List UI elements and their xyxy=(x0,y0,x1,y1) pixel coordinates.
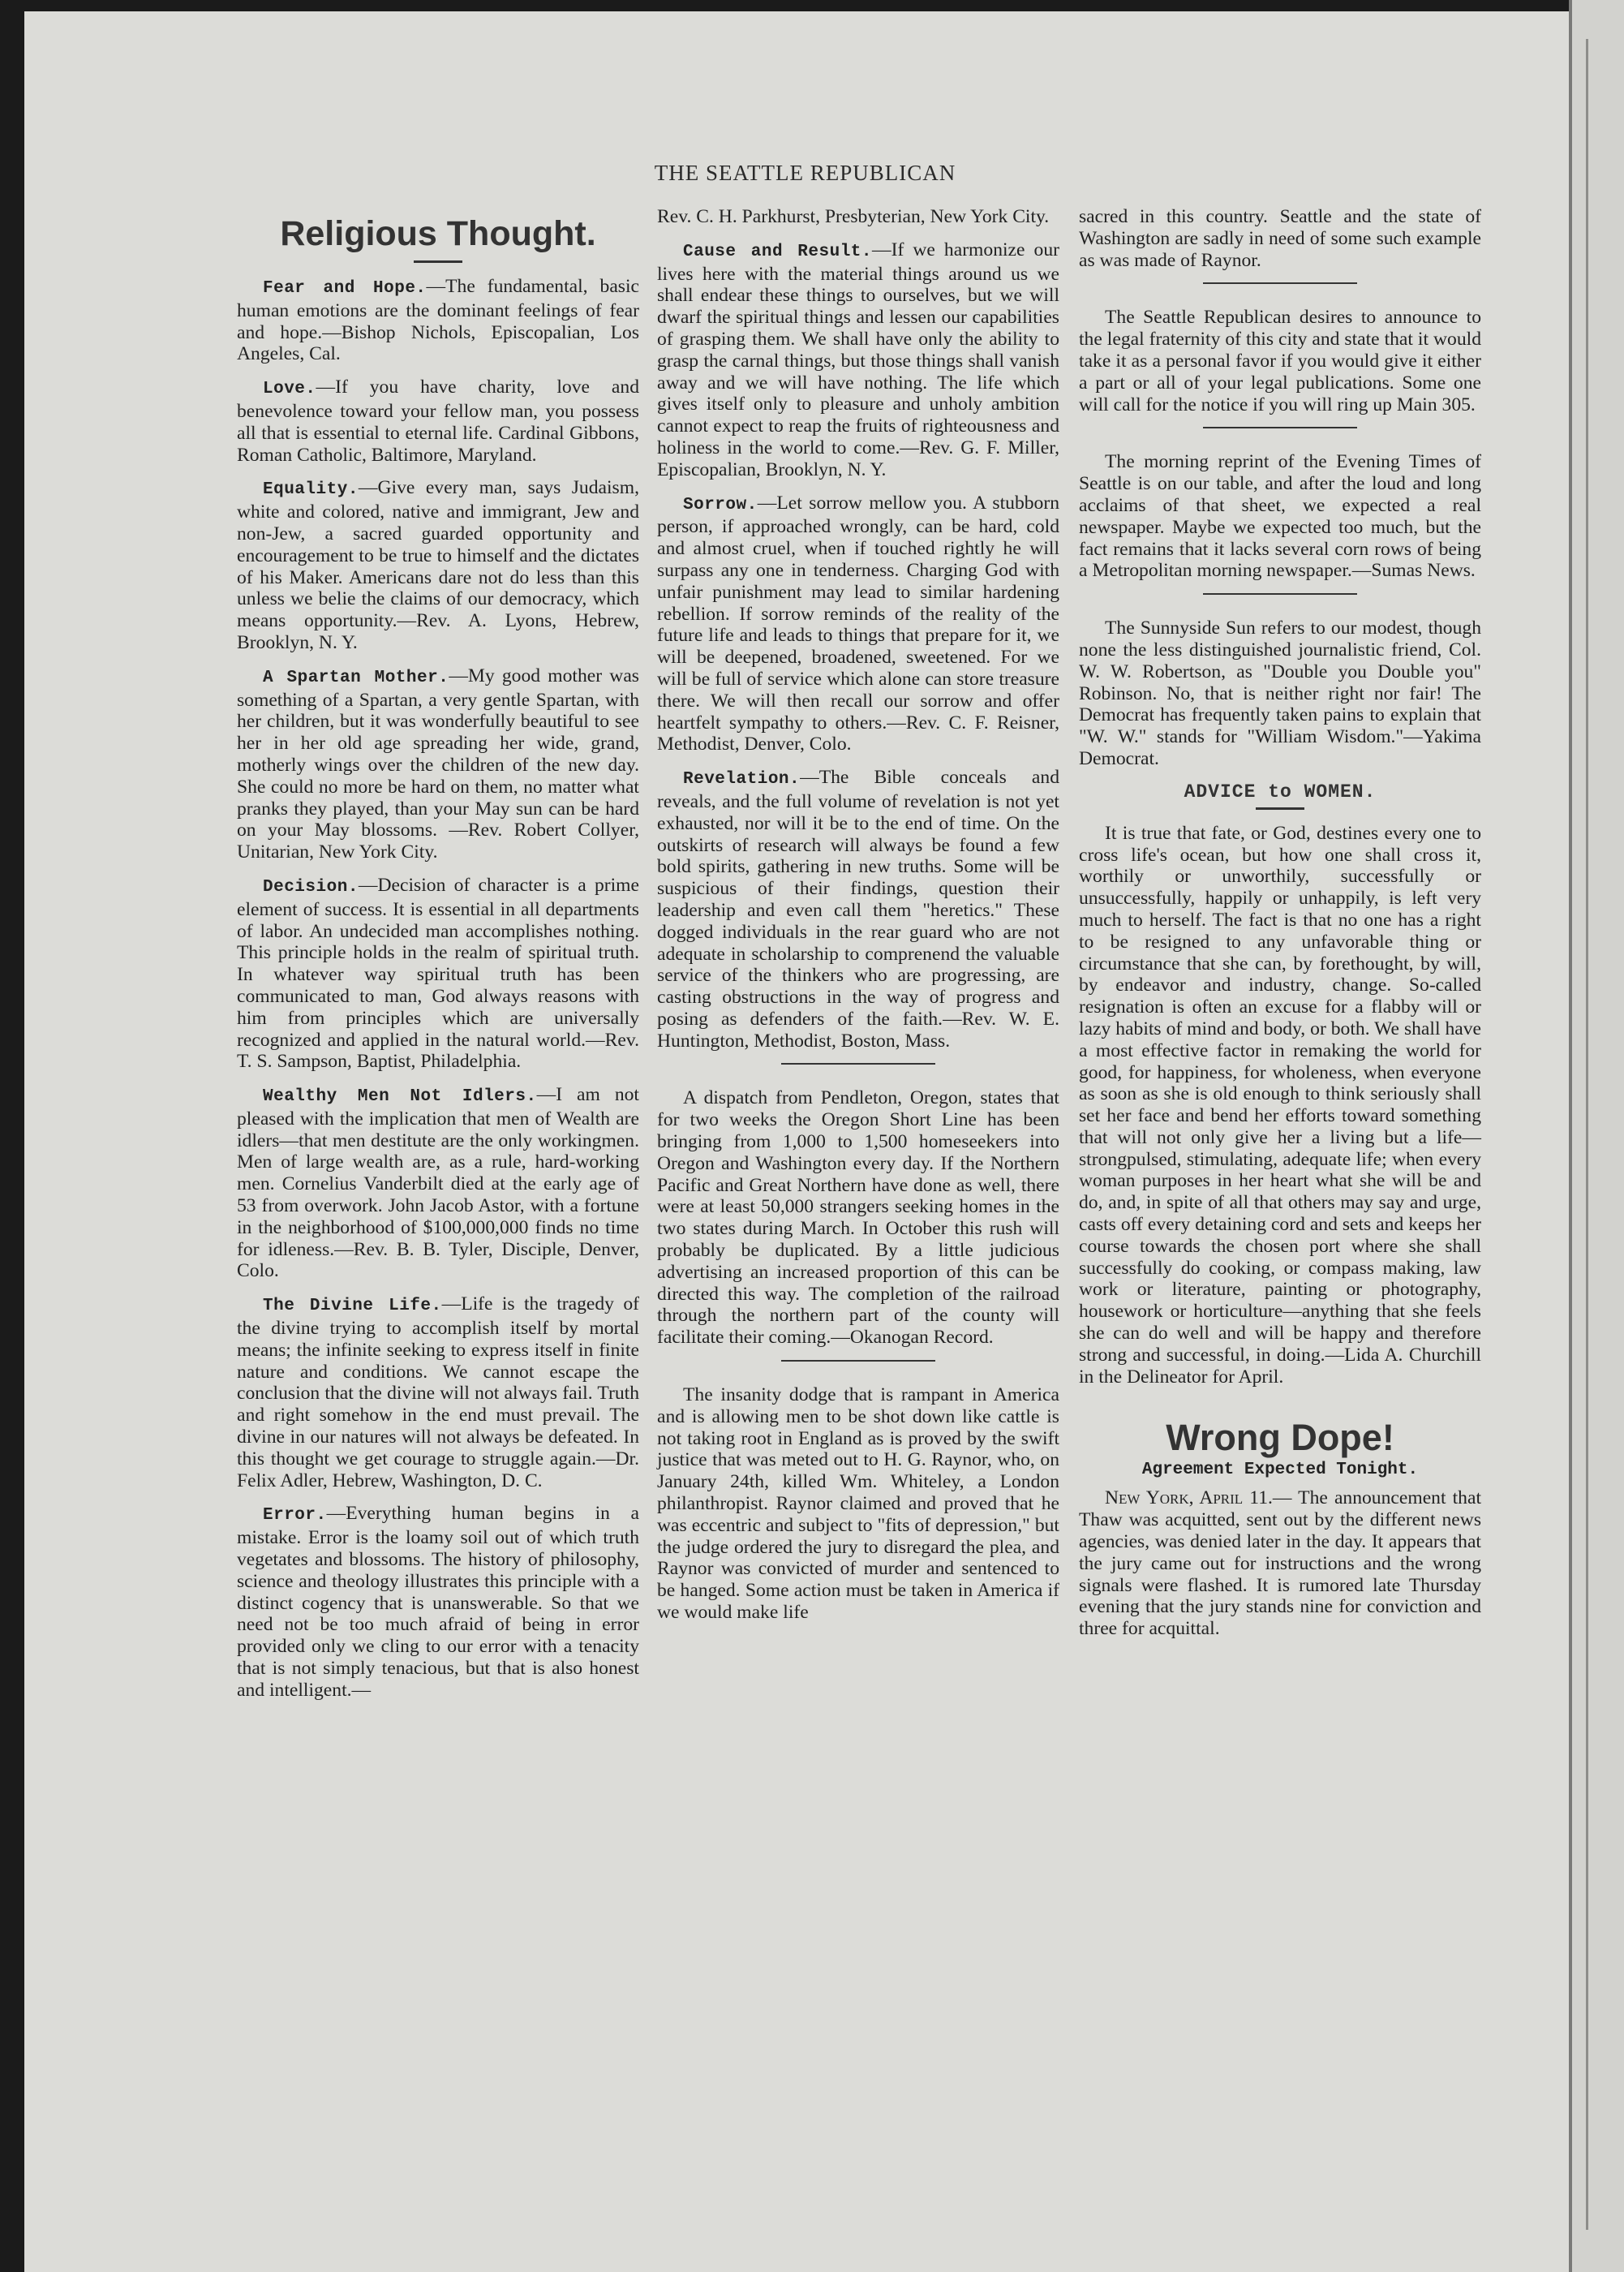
dateline: New York, April 11. xyxy=(1105,1487,1273,1509)
column-1 xyxy=(237,206,639,1713)
item-lead: Love. xyxy=(263,380,316,399)
wrong-dope-body: — The announcement that Thaw was acquitted, sent out by the different news agencies, was denied later in the day. It appears that the jury came out for instructions and the wrong signals were flashed. It is rumored late Thursday evening that the jury stands nine for conviction and three for acquittal. xyxy=(1079,1487,1481,1640)
religious-thought-title: Religious Thought. xyxy=(280,214,596,253)
insanity-article: The insanity dodge that is rampant in America and is allowing men to be shot down like cattle is not taking root in England as is proved by the swift justice that was meted out to H. G. Raynor, who, on January 24th, killed Wm. Whiteley, a London philanthropist. Raynor claimed and proved that he was eccentric and subject to "fits of depression," but the judge ordered the jury to disregard the plea, and Raynor was convicted of murder and sentenced to be hanged. Some action must be taken in America if we would make life xyxy=(657,1384,1059,1624)
item-text: —The fundamental, basic human emotions are the dominant feelings of fear and hope.—Bishop Nichols, Episcopalian, Los Angeles, Cal. xyxy=(237,276,639,365)
item-lead: Sorrow. xyxy=(683,495,758,514)
insanity-continued: sacred in this country. Seattle and the state of Washington are sadly in need of some such example as was made of Raynor. xyxy=(1079,206,1481,271)
separator-rule xyxy=(781,1360,935,1362)
item-text: —If we harmonize our lives here with the material things around us we shall endear these things to ourselves, but we will dwarf the spiritual things and lessen our capabilities of grasping them. We shall have only the ability to grasp the carnal things, but those things shall vanish away and we will have nothing. The life which gives itself only to pleasure and unholy ambition cannot expect to reap the fruits of righteousness and holiness in the world to come.—Rev. G. F. Miller, Episcopalian, Brooklyn, N. Y. xyxy=(657,239,1059,480)
column-3 xyxy=(1079,206,1481,1651)
advice-text: It is true that fate, or God, destines every one to cross life's ocean, but how one shall cross it, worthily or unworthily, successfully or unsuccessfully, happily or unhappily, is left very much to herself. The fact is that no one has a right to be resigned to any unfavorable thing or circumstance that she can, by forethought, by will, by endeavor and industry, change. So-called resignation is often an excuse for a flabby will or lazy habits of mind and body, or both. We shall have a most effective factor in remaking the world for good, for happiness, for wholeness, when everyone as soon as she is old enough to think seriously shall set her face and bend her efforts toward something that will not only give her a living but a life—strongpulsed, stimulating, adequate life; when every woman purposes in her heart what she will be and do, and, in spite of all that others may say and urge, casts off every detaining cord and sets and keeps her course towards the chosen port where she shall successfully do cooking, or compass making, law work or literature, painting or photography, housework or horticulture—anything that she feels she can do well and will be happy and therefore strong and successful, in doing.—Lida A. Churchill in the Delineator for April. xyxy=(1079,822,1481,1388)
item-lead: Cause and Result. xyxy=(683,242,873,261)
item-lead: A Spartan Mother. xyxy=(263,668,449,687)
item-text: —Decision of character is a prime element of success. It is essential in all departments of labor. An undecided man accomplishes nothing. This principle holds in the realm of spiritual truth. In whatever way spiritual truth has been communicated to man, God always reasons with him from principles which are universally recognized and applied in the natural world.—Rev. T. S. Sampson, Baptist, Philadelphia. xyxy=(237,874,639,1073)
religious-item xyxy=(237,1293,639,1491)
item-text: —My good mother was something of a Spartan, a very gentle Spartan, with her children, but it was wonderfully beautiful to see her in her old age spreading her wide, grand, motherly wings over the children of the new day. She could no more be hard on them, no matter what pranks they played, than your May sun can be hard on your May blossoms. —Rev. Robert Collyer, Unitarian, New York City. xyxy=(237,665,639,863)
item-text: —Let sorrow mellow you. A stubborn person, if approached wrongly, can be hard, cold and almost cruel, when if touched rightly he will surpass any one in tenderness. Charging God with unfair punishment may lead to similar hardening rebellion. If sorrow reminds of the reality of the future life and leads to things that prepare for it, we will be deepened, broadened, sweetened. For we will be full of service which alone can store treasure there. We will then recall our sorrow and offer heartfelt sympathy to others.—Rev. C. F. Reisner, Methodist, Denver, Colo. xyxy=(657,492,1059,755)
religious-item xyxy=(657,493,1059,756)
separator-rule xyxy=(1203,593,1357,595)
sunnyside-article: The Sunnyside Sun refers to our modest, though none the less distinguished journalistic friend, Col. W. W. Robertson, as "Double you Double you" Robinson. No, that is neither right nor fair! The Democrat has frequently taken pains to explain that "W. W." stands for "William Wisdom."—Yakima Democrat. xyxy=(1079,617,1481,769)
religious-item xyxy=(237,1503,639,1701)
title-rule xyxy=(1256,807,1304,810)
reprint-article: The morning reprint of the Evening Times of Seattle is on our table, and after the loud and long acclaims of that sheet, we expected a real newspaper. Maybe we expected too much, but the fact remains that it lacks several corn rows of being a Metropolitan morning newspaper.—Sumas News. xyxy=(1079,451,1481,582)
error-continued: Rev. C. H. Parkhurst, Presbyterian, New York City. xyxy=(657,206,1050,227)
religious-item xyxy=(237,1084,639,1282)
religious-item xyxy=(657,239,1059,481)
item-lead: Fear and Hope. xyxy=(263,279,427,298)
religious-item xyxy=(237,875,639,1073)
wrong-dope-text xyxy=(1079,1487,1481,1640)
religious-item xyxy=(237,377,639,466)
item-lead: Equality. xyxy=(263,480,359,500)
adjacent-page-edge xyxy=(1569,0,1624,2272)
item-text: —The Bible conceals and reveals, and the full volume of revelation is not yet exhausted, nor will it be to the end of time. On the outskirts of research will always be found a few bold spirits, gathering in new truths. Some will be suspicious of their findings, question their leadership and even call them "heretics." These dogged individuals in the rear guard who are not adequate in scholarship to comprenend the valuable service of the thinkers who are progressing, are casting obstructions in the way of progress and posing as defenders of the faith.—Rev. W. E. Huntington, Methodist, Boston, Mass. xyxy=(657,767,1059,1052)
item-lead: Revelation. xyxy=(683,770,801,790)
item-lead: The Divine Life. xyxy=(263,1297,442,1316)
item-lead: Wealthy Men Not Idlers. xyxy=(263,1087,537,1107)
religious-item xyxy=(237,477,639,653)
item-text: —Give every man, says Judaism, white and colored, native and immigrant, Jew and non-Jew, a sacred guarded opportunity and encouragement to be true to himself and the dictates of his Maker. Americans dare not do less than this unless we belie the claims of our democracy, which means opportunity.—Rev. A. Lyons, Hebrew, Brooklyn, N. Y. xyxy=(237,477,639,653)
item-text: —Everything human begins in a mistake. Error is the loamy soil out of which truth vegetates and blossoms. The history of philosophy, science and theology illustrates this principle with a distinct cogency that is unanswerable. So that we need not be too much afraid of being in error provided only we cling to our error with a tenacity that is not simply tenacious, but that is also honest and intelligent.— xyxy=(237,1503,639,1701)
religious-item xyxy=(657,767,1059,1052)
separator-rule xyxy=(1203,427,1357,428)
separator-rule xyxy=(1203,282,1357,284)
item-lead: Decision. xyxy=(263,877,359,897)
page-edge-line xyxy=(1586,39,1588,2230)
item-text: —If you have charity, love and benevolence toward your fellow man, you possess all that is essential to eternal life. Cardinal Gibbons, Roman Catholic, Baltimore, Maryland. xyxy=(237,377,639,466)
pendleton-article: A dispatch from Pendleton, Oregon, states that for two weeks the Oregon Short Line has been bringing from 1,000 to 1,500 homeseekers into Oregon and Washington every day. If the Northern Pacific and Great Northern have done as well, there were at least 50,000 strangers seeking homes in the two states during March. In October this rush will probably be duplicated. By a little judicious advertising an increased proportion of this can be directed this way. The completion of the railroad through the northern part of the county will facilitate their coming.—Okanogan Record. xyxy=(657,1087,1059,1349)
wrong-dope-title: Wrong Dope! xyxy=(1166,1417,1394,1459)
item-text: —Life is the tragedy of the divine trying to accomplish itself by mortal means; the infinite seeking to express itself in finite nature and conditions. We cannot escape the conclusion that the divine will not always fail. Truth and right somehow in the end must prevail. The divine in our natures will not always be defeated. In this thought we get courage to struggle again.—Dr. Felix Adler, Hebrew, Washington, D. C. xyxy=(237,1293,639,1491)
separator-rule xyxy=(781,1063,935,1065)
religious-item xyxy=(237,276,639,365)
item-lead: Error. xyxy=(263,1506,327,1525)
advice-title: ADVICE to WOMEN. xyxy=(1184,781,1377,803)
newspaper-page xyxy=(24,11,1586,2272)
item-text: —I am not pleased with the implication that men of Wealth are idlers—that men destitute are the only workingmen. Men of large wealth are, as a rule, hard-working men. Cornelius Vanderbilt died at the early age of 53 from overwork. John Jacob Astor, with a fortune in the neighborhood of $100,000,000 finds no time for idleness.—Rev. B. B. Tyler, Disciple, Denver, Colo. xyxy=(237,1084,639,1282)
page-header: THE SEATTLE REPUBLICAN xyxy=(654,161,956,185)
title-rule xyxy=(414,260,462,263)
column-2 xyxy=(657,206,1059,1635)
wrong-dope-subtitle: Agreement Expected Tonight. xyxy=(1141,1461,1419,1480)
religious-item xyxy=(237,665,639,863)
legal-notice: The Seattle Republican desires to announce to the legal fraternity of this city and state that it would take it as a personal favor if you would give it either a part or all of your legal publications. Some one will call for the notice if you will ring up Main 305. xyxy=(1079,307,1481,415)
